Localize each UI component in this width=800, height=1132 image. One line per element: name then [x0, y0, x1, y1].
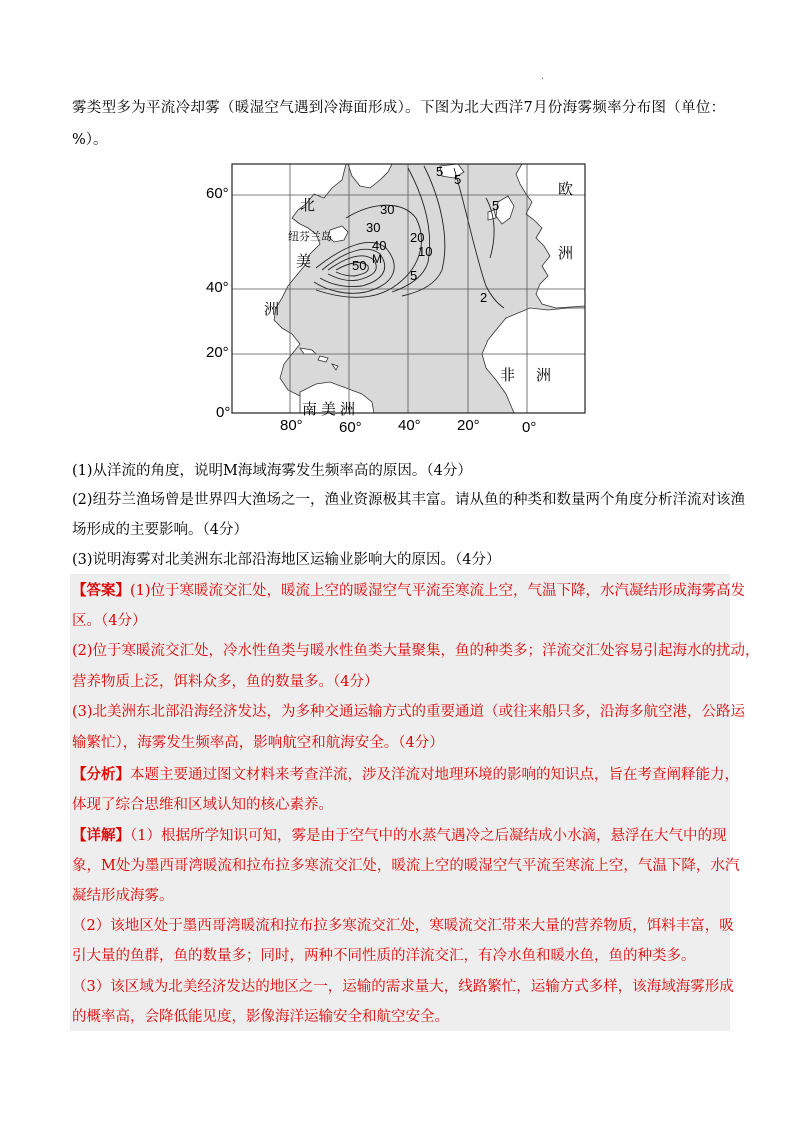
label-europe-2: 洲 — [558, 244, 574, 262]
lon-label-0: 0° — [522, 419, 537, 436]
isoline-label: 5 — [410, 268, 418, 283]
detail-2-line-2: 引大量的鱼群，鱼的数量多；同时，两种不同性质的洋流交汇，有冷水鱼和暖水鱼，鱼的种类多。 — [72, 948, 696, 964]
lat-label-20: 20° — [206, 344, 229, 361]
answer-2-line-1: (2)位于寒暖流交汇处，冷水性鱼类与暖水性鱼类大量聚集，鱼的种类多；洋流交汇处容易引起海水的扰动， — [72, 643, 760, 659]
isoline-label: 2 — [480, 290, 488, 305]
answer-2-line-2: 营养物质上泛，饵料众多，鱼的数量多。（4分） — [72, 674, 379, 690]
answer-3-line-1: (3)北美洲东北部沿海经济发达，为多种交通运输方式的重要通道（或往来船只多，沿海多航空港，公路运 — [72, 704, 746, 720]
answer-tag: 【答案】 — [72, 582, 130, 599]
intro-line-1: 雾类型多为平流冷却雾（暖湿空气遇到冷海面形成）。下图为北大西洋7月份海雾频率分布图（单位： — [72, 100, 726, 116]
isoline-label: 5 — [436, 164, 444, 179]
isoline-label: 20 — [410, 230, 425, 245]
label-south-america: 南美洲 — [302, 400, 360, 418]
lon-label-40: 40° — [398, 417, 421, 434]
question-2-line-2: 场形成的主要影响。（4分） — [72, 522, 248, 538]
question-3: (3)说明海雾对北美洲东北部沿海地区运输业影响大的原因。（4分） — [72, 552, 501, 568]
detail-3-line-2: 的概率高，会降低能见度，影像海洋运输安全和航空安全。 — [72, 1009, 449, 1025]
detail-2-line-1: （2）该地区处于墨西哥湾暖流和拉布拉多寒流交汇处，寒暖流交汇带来大量的营养物质，饵料丰富，吸 — [72, 918, 734, 934]
sea-fog-frequency-map — [196, 158, 596, 444]
isoline-label: 5 — [454, 172, 462, 187]
detail-1-line-3: 凝结形成海雾。 — [72, 888, 174, 904]
label-north-2: 美 — [296, 252, 312, 270]
label-europe-1: 欧 — [558, 180, 574, 198]
analysis-line-1: 【分析】本题主要通过图文材料来考查洋流，涉及洋流对地理环境的影响的知识点，旨在考查阐释能力， — [72, 766, 739, 783]
label-north-3: 洲 — [264, 300, 280, 318]
label-africa-2: 洲 — [536, 366, 552, 384]
answer-1-line-1: 【答案】(1)位于寒暖流交汇处，暖流上空的暖湿空气平流至寒流上空，气温下降，水汽凝结形成海雾高发 — [72, 582, 746, 599]
label-m: M — [372, 252, 382, 266]
detail-tag: 【详解】 — [72, 827, 130, 844]
lon-label-20: 20° — [457, 417, 480, 434]
page-dot: · — [541, 74, 545, 85]
isoline-label: 10 — [418, 244, 433, 259]
analysis-line-2: 体现了综合思维和区域认知的核心素养。 — [72, 797, 333, 813]
answer-3-line-2: 输繁忙），海雾发生频率高，影响航空和航海安全。（4分） — [72, 735, 444, 751]
intro-line-2: %）。 — [72, 132, 108, 148]
lon-label-80: 80° — [280, 417, 303, 434]
analysis-tag: 【分析】 — [72, 766, 130, 783]
detail-3-line-1: （3）该区域为北美经济发达的地区之一，运输的需求量大，线路繁忙，运输方式多样，该海域海雾形成 — [72, 979, 734, 995]
label-newfoundland: 纽芬兰岛 — [288, 230, 332, 243]
isoline-label: 5 — [492, 198, 500, 213]
lat-label-40: 40° — [206, 279, 229, 296]
lat-label-0: 0° — [216, 404, 231, 421]
isoline-label: 30 — [380, 202, 395, 217]
detail-1-line-2: 象，M处为墨西哥湾暖流和拉布拉多寒流交汇处，暖流上空的暖湿空气平流至寒流上空，气温下降，水汽 — [72, 858, 740, 874]
lon-label-60: 60° — [339, 419, 362, 436]
answer-1-line-2: 区。（4分） — [72, 613, 147, 629]
isoline-label: 30 — [366, 220, 381, 235]
lat-label-60: 60° — [206, 185, 229, 202]
label-north-1: 北 — [300, 196, 316, 214]
isoline-label: 40 — [372, 238, 387, 253]
label-africa-1: 非 — [500, 366, 516, 384]
question-1: (1)从洋流的角度，说明M海域海雾发生频率高的原因。（4分） — [72, 463, 472, 479]
isoline-label: 50 — [352, 258, 367, 273]
question-2-line-1: (2)纽芬兰渔场曾是世界四大渔场之一，渔业资源极其丰富。请从鱼的种类和数量两个角度分析洋流对该渔 — [72, 492, 746, 508]
detail-1-line-1: 【详解】（1）根据所学知识可知，雾是由于空气中的水蒸气遇冷之后凝结成小水滴，悬浮在大气中的现 — [72, 827, 727, 844]
